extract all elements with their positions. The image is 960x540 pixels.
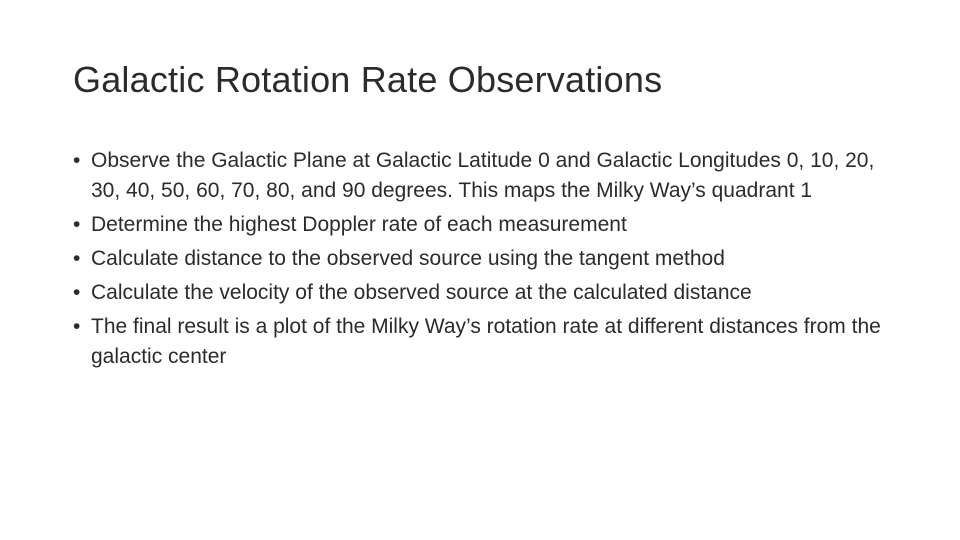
bullet-text: Observe the Galactic Plane at Galactic Latitude 0 and Galactic Longitudes 0, 10, 20, 30, 40, 50, 60, 70, 80, and 90 degrees. This maps the Milky Way’s quadrant 1 (91, 149, 875, 202)
bullet-marker: • (73, 213, 81, 236)
bullet-item-calculate-velocity (73, 278, 893, 308)
bullet-item-observe-plane (73, 146, 893, 206)
bullet-text: Calculate the velocity of the observed source at the calculated distance (91, 281, 752, 304)
bullet-marker: • (73, 247, 81, 270)
bullet-marker: • (73, 315, 81, 338)
bullet-item-final-result (73, 312, 893, 372)
bullet-text: Calculate distance to the observed source using the tangent method (91, 247, 725, 270)
bullet-item-calculate-distance (73, 244, 893, 274)
bullet-marker: • (73, 281, 81, 304)
slide-title: Galactic Rotation Rate Observations (73, 59, 663, 100)
bullet-marker: • (73, 149, 81, 172)
bullet-item-doppler-rate (73, 210, 893, 240)
bullet-list (73, 146, 893, 376)
bullet-text: Determine the highest Doppler rate of each measurement (91, 213, 627, 236)
bullet-text: The final result is a plot of the Milky Way’s rotation rate at different distances from the galactic center (91, 315, 881, 368)
